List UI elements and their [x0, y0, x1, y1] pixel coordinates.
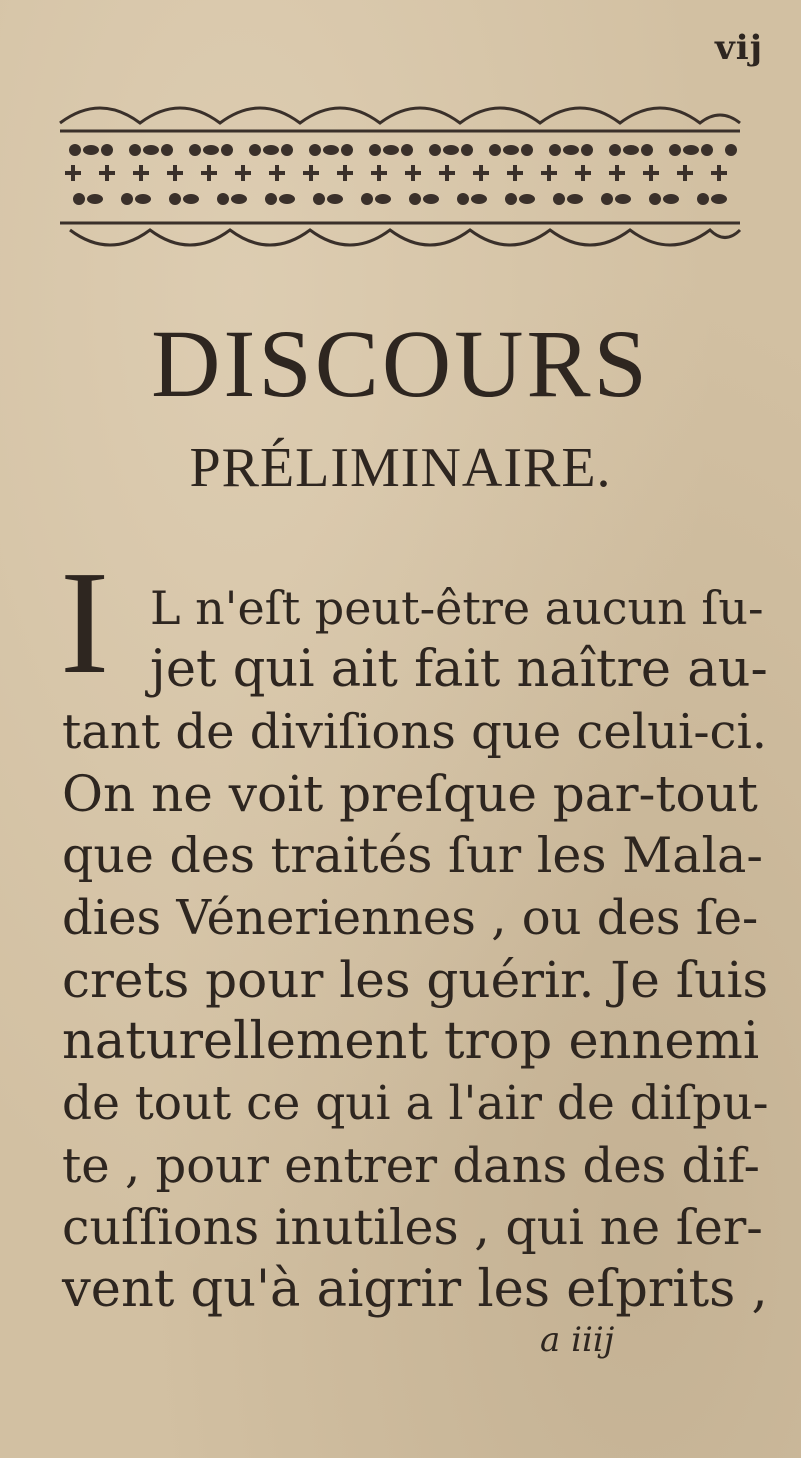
text-line: de tout ce qui a l'air de diſpu- [62, 1076, 769, 1131]
text-line: naturellement trop ennemi [62, 1012, 760, 1071]
text-line: L n'eſt peut-être aucun ſu- [150, 581, 764, 635]
text-line: crets pour les guérir. Je ſuis [62, 951, 769, 1009]
title-preliminaire: PRÉLIMINAIRE. [189, 437, 612, 499]
text-line: tant de diviſions que celui-ci. [62, 704, 768, 760]
title-discours: DISCOURS [151, 310, 650, 417]
decorative-header-ornament [55, 95, 745, 260]
drop-cap: I [60, 541, 110, 705]
page-number: vij [715, 28, 763, 68]
text-line: dies Véneriennes , ou des ſe- [62, 890, 759, 946]
text-line: que des traités ſur les Mala- [62, 827, 763, 884]
text-line: On ne voit preſque par-tout [62, 765, 758, 823]
text-line: vent qu'à aigrir les eſprits , [62, 1260, 768, 1319]
text-line: te , pour entrer dans des dif- [62, 1138, 760, 1194]
text-line: cuſſions inutiles , qui ne ſer- [62, 1199, 763, 1256]
catchword: a iiij [540, 1320, 615, 1360]
text-line: jet qui ait fait naître au- [150, 640, 768, 699]
